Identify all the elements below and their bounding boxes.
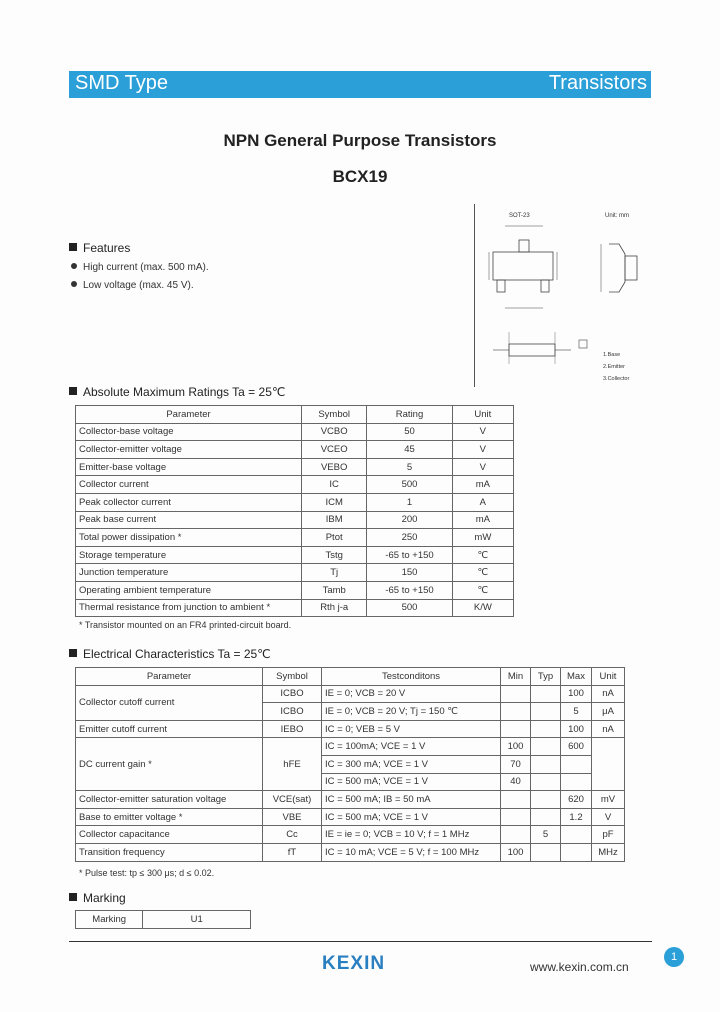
cell: μA	[592, 703, 625, 721]
cell: 150	[367, 564, 452, 582]
table-row	[76, 458, 514, 476]
cell: mV	[592, 791, 625, 809]
cell: 40	[501, 773, 531, 791]
cell: VCEO	[302, 441, 367, 459]
cell: hFE	[263, 738, 322, 791]
table-row	[76, 511, 514, 529]
col-header: Rating	[367, 406, 452, 424]
cell: nA	[592, 720, 625, 738]
table-row	[76, 546, 514, 564]
cell: pF	[592, 826, 625, 844]
cell: 5	[561, 703, 592, 721]
feature-item: High current (max. 500 mA).	[71, 262, 209, 273]
elec-heading: Electrical Characteristics Ta = 25℃	[69, 647, 271, 661]
features-heading: Features	[69, 241, 130, 255]
cell: Emitter-base voltage	[76, 458, 302, 476]
cell	[501, 685, 531, 703]
elec-note: * Pulse test: tp ≤ 300 μs; d ≤ 0.02.	[79, 868, 215, 878]
cell: Junction temperature	[76, 564, 302, 582]
marking-value: U1	[143, 911, 251, 929]
cell: V	[452, 423, 513, 441]
header-type: Transistors	[548, 72, 647, 94]
table-row	[76, 476, 514, 494]
footer-divider	[69, 941, 652, 942]
part-number: BCX19	[332, 167, 388, 186]
cell: Peak base current	[76, 511, 302, 529]
col-header: Unit	[452, 406, 513, 424]
cell: ℃	[452, 581, 513, 599]
cell: V	[452, 458, 513, 476]
cell: IE = ie = 0; VCB = 10 V; f = 1 MHz	[322, 826, 501, 844]
cell: -65 to +150	[367, 546, 452, 564]
package-outline-drawing	[475, 204, 655, 387]
page-number: 1	[664, 947, 684, 967]
svg-text:SOT-23: SOT-23	[509, 213, 530, 219]
cell: Emitter cutoff current	[76, 720, 263, 738]
cell: Tj	[302, 564, 367, 582]
col-header: Testconditons	[322, 668, 501, 686]
marking-heading: Marking	[69, 891, 126, 905]
cell: Cc	[263, 826, 322, 844]
cell: 600	[561, 738, 592, 756]
marking-label: Marking	[76, 911, 143, 929]
cell: 500	[367, 476, 452, 494]
cell: Collector cutoff current	[76, 685, 263, 720]
cell: fT	[263, 843, 322, 861]
cell: 100	[561, 685, 592, 703]
cell: IEBO	[263, 720, 322, 738]
cell: mA	[452, 511, 513, 529]
table-row	[76, 599, 514, 617]
col-header: Symbol	[302, 406, 367, 424]
cell: Ptot	[302, 529, 367, 547]
col-header: Typ	[531, 668, 561, 686]
cell	[561, 773, 592, 791]
cell	[561, 826, 592, 844]
cell: 45	[367, 441, 452, 459]
cell	[501, 720, 531, 738]
cell: 250	[367, 529, 452, 547]
cell: ICM	[302, 493, 367, 511]
cell: Tamb	[302, 581, 367, 599]
cell: Collector-base voltage	[76, 423, 302, 441]
kexin-logo: KEXIN	[322, 953, 386, 974]
table-row	[76, 808, 625, 826]
cell: nA	[592, 685, 625, 703]
cell: VBE	[263, 808, 322, 826]
cell	[561, 755, 592, 773]
cell	[531, 703, 561, 721]
cell: 200	[367, 511, 452, 529]
cell: Tstg	[302, 546, 367, 564]
table-row	[76, 581, 514, 599]
cell: Storage temperature	[76, 546, 302, 564]
col-header: Parameter	[76, 668, 263, 686]
svg-text:3.Collector: 3.Collector	[603, 376, 630, 382]
cell: Collector capacitance	[76, 826, 263, 844]
cell: 100	[501, 738, 531, 756]
abs-max-note: * Transistor mounted on an FR4 printed-circuit board.	[79, 620, 292, 630]
cell: IC = 300 mA; VCE = 1 V	[322, 755, 501, 773]
cell: IC = 100mA; VCE = 1 V	[322, 738, 501, 756]
svg-text:1.Base: 1.Base	[603, 352, 621, 358]
cell: V	[452, 441, 513, 459]
website-url[interactable]: www.kexin.com.cn	[530, 960, 629, 974]
cell: ℃	[452, 546, 513, 564]
header-banner	[69, 71, 651, 98]
feature-item: Low voltage (max. 45 V).	[71, 280, 194, 291]
header-category: SMD Type	[75, 72, 168, 94]
cell: K/W	[452, 599, 513, 617]
cell: 5	[367, 458, 452, 476]
cell: IC = 500 mA; VCE = 1 V	[322, 808, 501, 826]
cell: 620	[561, 791, 592, 809]
table-row	[76, 423, 514, 441]
table-row	[76, 738, 625, 756]
cell: IE = 0; VCB = 20 V; Tj = 150 ℃	[322, 703, 501, 721]
cell	[561, 843, 592, 861]
cell: 100	[501, 843, 531, 861]
svg-text:Unit: mm: Unit: mm	[605, 213, 629, 219]
cell: IBM	[302, 511, 367, 529]
col-header: Min	[501, 668, 531, 686]
cell: 70	[501, 755, 531, 773]
cell	[501, 826, 531, 844]
cell	[531, 685, 561, 703]
cell: 500	[367, 599, 452, 617]
cell: DC current gain *	[76, 738, 263, 791]
abs-max-heading: Absolute Maximum Ratings Ta = 25℃	[69, 385, 285, 399]
col-header: Unit	[592, 668, 625, 686]
table-row	[76, 843, 625, 861]
cell: VEBO	[302, 458, 367, 476]
table-row	[76, 685, 625, 703]
cell: V	[592, 808, 625, 826]
marking-table	[75, 910, 251, 929]
page-title: NPN General Purpose Transistors	[223, 131, 497, 150]
cell: VCE(sat)	[263, 791, 322, 809]
col-header: Symbol	[263, 668, 322, 686]
cell: IC = 500 mA; VCE = 1 V	[322, 773, 501, 791]
table-row	[76, 493, 514, 511]
table-row	[76, 826, 625, 844]
table-header-row	[76, 668, 625, 686]
cell: 100	[561, 720, 592, 738]
cell: Thermal resistance from junction to ambient *	[76, 599, 302, 617]
table-row	[76, 791, 625, 809]
elec-table	[75, 667, 625, 862]
package-diagram	[474, 204, 655, 387]
cell: ICBO	[263, 685, 322, 703]
cell	[531, 843, 561, 861]
cell	[531, 773, 561, 791]
cell: ℃	[452, 564, 513, 582]
cell: Transition frequency	[76, 843, 263, 861]
cell	[531, 738, 561, 756]
cell: Operating ambient temperature	[76, 581, 302, 599]
cell: IC	[302, 476, 367, 494]
cell: IC = 10 mA; VCE = 5 V; f = 100 MHz	[322, 843, 501, 861]
cell: A	[452, 493, 513, 511]
cell: Collector-emitter voltage	[76, 441, 302, 459]
table-row	[76, 441, 514, 459]
cell: Total power dissipation *	[76, 529, 302, 547]
cell: Rth j-a	[302, 599, 367, 617]
table-row	[76, 564, 514, 582]
cell	[531, 720, 561, 738]
cell: mA	[452, 476, 513, 494]
cell: IC = 500 mA; IB = 50 mA	[322, 791, 501, 809]
table-header-row	[76, 406, 514, 424]
cell	[531, 808, 561, 826]
cell: -65 to +150	[367, 581, 452, 599]
cell	[531, 791, 561, 809]
col-header: Parameter	[76, 406, 302, 424]
table-row	[76, 720, 625, 738]
cell: Collector current	[76, 476, 302, 494]
cell	[592, 738, 625, 791]
svg-text:2.Emitter: 2.Emitter	[603, 364, 626, 370]
cell	[501, 808, 531, 826]
cell: IC = 0; VEB = 5 V	[322, 720, 501, 738]
col-header: Max	[561, 668, 592, 686]
cell: IE = 0; VCB = 20 V	[322, 685, 501, 703]
table-row	[76, 911, 251, 929]
cell: 1.2	[561, 808, 592, 826]
cell: 1	[367, 493, 452, 511]
cell: ICBO	[263, 703, 322, 721]
cell	[531, 755, 561, 773]
abs-max-table	[75, 405, 514, 617]
cell: Collector-emitter saturation voltage	[76, 791, 263, 809]
cell: 50	[367, 423, 452, 441]
cell: VCBO	[302, 423, 367, 441]
cell: Peak collector current	[76, 493, 302, 511]
table-row	[76, 529, 514, 547]
cell	[501, 791, 531, 809]
cell: 5	[531, 826, 561, 844]
cell: mW	[452, 529, 513, 547]
cell	[501, 703, 531, 721]
cell: Base to emitter voltage *	[76, 808, 263, 826]
cell: MHz	[592, 843, 625, 861]
